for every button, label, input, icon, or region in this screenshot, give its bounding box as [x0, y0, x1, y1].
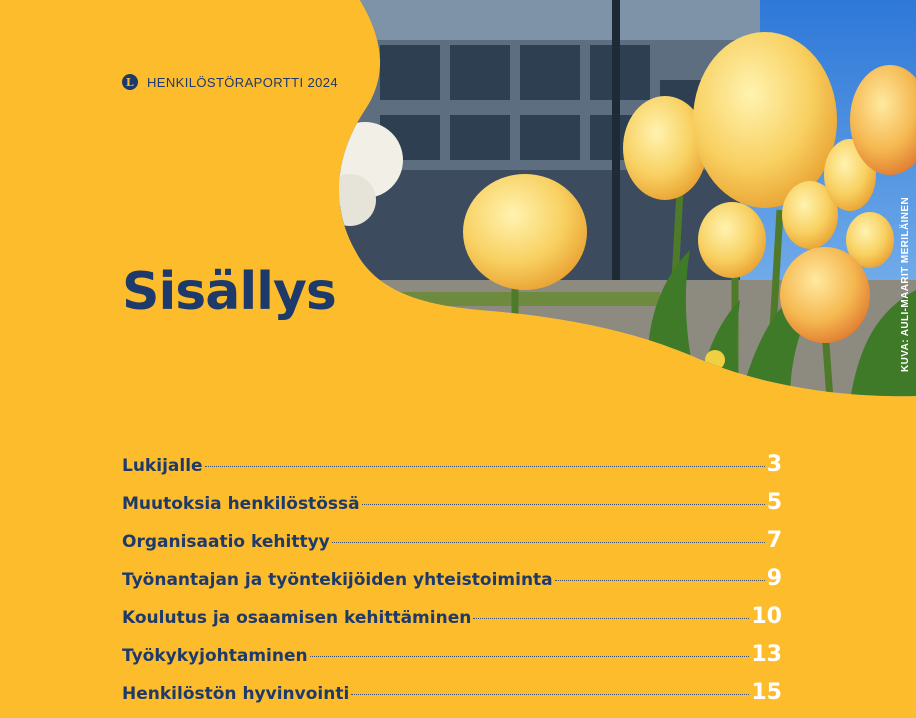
toc-leader-dots: [205, 466, 765, 467]
report-label: HENKILÖSTÖRAPORTTI 2024: [147, 74, 339, 90]
toc-leader-dots: [362, 504, 765, 505]
toc-item-koulutus[interactable]: [122, 604, 782, 642]
photo-credit: KUVA: AULI-MAARIT MERILÄINEN: [900, 196, 911, 372]
organization-logo-icon: L: [122, 74, 138, 90]
toc-leader-dots: [351, 694, 749, 695]
toc-item-label: Organisaatio kehittyy: [122, 532, 330, 552]
toc-page-number: 15: [751, 680, 782, 705]
toc-item-label: Lukijalle: [122, 456, 203, 476]
toc-leader-dots: [473, 618, 749, 619]
toc-page-number: 10: [751, 604, 782, 629]
toc-item-label: Työnantajan ja työntekijöiden yhteistoiminta: [122, 570, 553, 590]
toc-item-label: Koulutus ja osaamisen kehittäminen: [122, 608, 472, 628]
toc-item-label: Työkykyjohtaminen: [122, 646, 308, 666]
page-title: Sisällys: [122, 262, 336, 322]
toc-leader-dots: [555, 580, 765, 581]
toc-leader-dots: [310, 656, 750, 657]
toc-leader-dots: [332, 542, 765, 543]
toc-item-organisaatio-kehittyy[interactable]: [122, 528, 782, 566]
toc-item-yhteistoiminta[interactable]: [122, 566, 782, 604]
toc-item-lukijalle[interactable]: [122, 452, 782, 490]
toc-item-tyokykyjohtaminen[interactable]: [122, 642, 782, 680]
toc-page-number: 9: [766, 566, 782, 591]
toc-item-label: Henkilöstön hyvinvointi: [122, 684, 350, 704]
toc-item-label: Muutoksia henkilöstössä: [122, 494, 360, 514]
toc-page-number: 5: [766, 490, 782, 515]
report-header: [122, 74, 338, 90]
toc-item-hyvinvointi[interactable]: [122, 680, 782, 718]
toc-page-number: 7: [766, 528, 782, 553]
toc-page-number: 3: [766, 452, 782, 477]
toc-page-number: 13: [751, 642, 782, 667]
table-of-contents: [122, 452, 782, 718]
toc-item-muutoksia-henkilostossa[interactable]: [122, 490, 782, 528]
